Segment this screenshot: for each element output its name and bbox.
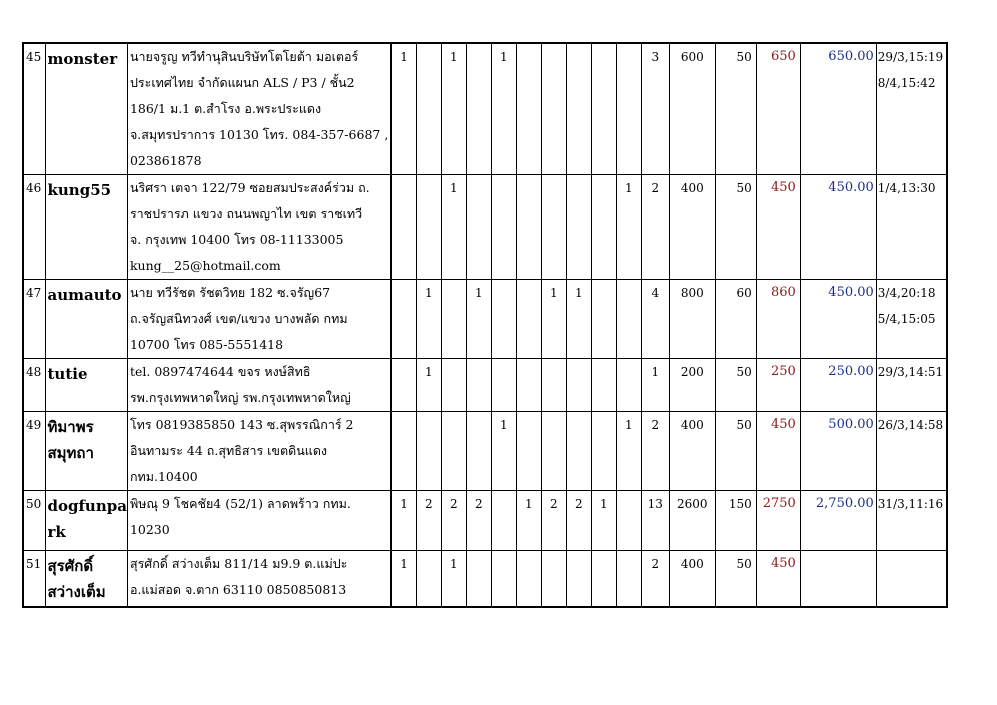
item-count-cell bbox=[616, 280, 641, 359]
item-count-cell bbox=[391, 359, 416, 412]
item-count-cell bbox=[616, 551, 641, 607]
address-line: tel. 0897474644 ขจร หงษ์สิทธิ bbox=[129, 364, 311, 379]
item-count-cell bbox=[591, 551, 616, 607]
address-line: อ.แม่สอด จ.ตาก 63110 0850850813 bbox=[129, 582, 347, 597]
amount-cell: 400 bbox=[669, 412, 715, 491]
payment-dates bbox=[876, 551, 947, 607]
item-count-cell bbox=[591, 280, 616, 359]
item-count-cell: 1 bbox=[391, 491, 416, 551]
quantity-cell: 2 bbox=[641, 551, 669, 607]
item-count-cell bbox=[491, 175, 516, 280]
item-count-cell bbox=[441, 280, 466, 359]
shipping-cell: 50 bbox=[715, 551, 756, 607]
customer-address bbox=[127, 359, 391, 412]
item-count-cell: 1 bbox=[541, 280, 566, 359]
shipping-cell: 50 bbox=[715, 175, 756, 280]
item-count-cell bbox=[591, 43, 616, 175]
item-count-cell bbox=[566, 43, 591, 175]
item-count-cell bbox=[566, 412, 591, 491]
address-line: รพ.กรุงเทพหาดใหญ่ รพ.กรุงเทพหาดใหญ่ bbox=[129, 390, 351, 405]
table-row bbox=[23, 280, 947, 359]
item-count-cell bbox=[616, 491, 641, 551]
payment-dates bbox=[876, 359, 947, 412]
item-count-cell bbox=[466, 43, 491, 175]
item-count-cell: 1 bbox=[591, 491, 616, 551]
payment-date: 26/3,14:58 bbox=[877, 418, 944, 432]
item-count-cell: 1 bbox=[516, 491, 541, 551]
item-count-cell bbox=[416, 412, 441, 491]
item-count-cell bbox=[591, 412, 616, 491]
payment-date: 29/3,14:51 bbox=[877, 365, 944, 379]
customer-name-line: dogfunpa bbox=[47, 497, 127, 515]
quantity-cell: 2 bbox=[641, 412, 669, 491]
payment-date: 1/4,13:30 bbox=[877, 181, 936, 195]
row-number: 46 bbox=[23, 175, 45, 280]
customer-name bbox=[45, 412, 127, 491]
payment-date: 3/4,20:18 bbox=[877, 286, 936, 300]
item-count-cell: 2 bbox=[441, 491, 466, 551]
customer-name-line: kung55 bbox=[47, 181, 112, 199]
table-row bbox=[23, 175, 947, 280]
item-count-cell: 1 bbox=[416, 359, 441, 412]
item-count-cell: 2 bbox=[566, 491, 591, 551]
amount-cell: 400 bbox=[669, 175, 715, 280]
item-count-cell: 2 bbox=[416, 491, 441, 551]
paid-cell: 650.00 bbox=[800, 43, 876, 175]
orders-table bbox=[22, 42, 948, 608]
table-row bbox=[23, 491, 947, 551]
row-number: 49 bbox=[23, 412, 45, 491]
customer-name bbox=[45, 359, 127, 412]
item-count-cell bbox=[541, 43, 566, 175]
item-count-cell bbox=[491, 551, 516, 607]
payment-dates bbox=[876, 43, 947, 175]
customer-address bbox=[127, 412, 391, 491]
quantity-cell: 1 bbox=[641, 359, 669, 412]
item-count-cell bbox=[516, 551, 541, 607]
payment-date: 5/4,15:05 bbox=[877, 312, 936, 326]
paid-cell bbox=[800, 551, 876, 607]
item-count-cell: 2 bbox=[541, 491, 566, 551]
address-line: อินทามระ 44 ถ.สุทธิสาร เขตดินแดง bbox=[129, 443, 328, 458]
address-line: จ.สมุทรปราการ 10130 โทร. 084-357-6687 , bbox=[129, 127, 389, 142]
item-count-cell bbox=[516, 359, 541, 412]
item-count-cell: 1 bbox=[616, 412, 641, 491]
item-count-cell: 2 bbox=[466, 491, 491, 551]
address-line: นริศรา เตจา 122/79 ซอยสมประสงค์ร่วม ถ. bbox=[129, 180, 370, 195]
customer-address bbox=[127, 43, 391, 175]
shipping-cell: 50 bbox=[715, 412, 756, 491]
customer-name-line: สมุทถา bbox=[47, 444, 94, 462]
total-cell: 450 bbox=[756, 551, 800, 607]
paid-cell: 450.00 bbox=[800, 280, 876, 359]
customer-address bbox=[127, 175, 391, 280]
amount-cell: 800 bbox=[669, 280, 715, 359]
payment-date: 29/3,15:19 bbox=[877, 50, 944, 64]
customer-name bbox=[45, 491, 127, 551]
item-count-cell bbox=[566, 175, 591, 280]
item-count-cell bbox=[516, 175, 541, 280]
shipping-cell: 50 bbox=[715, 43, 756, 175]
item-count-cell: 1 bbox=[441, 551, 466, 607]
customer-name bbox=[45, 280, 127, 359]
item-count-cell bbox=[566, 359, 591, 412]
item-count-cell bbox=[541, 551, 566, 607]
item-count-cell bbox=[466, 359, 491, 412]
table-row bbox=[23, 43, 947, 175]
total-cell: 650 bbox=[756, 43, 800, 175]
item-count-cell: 1 bbox=[391, 43, 416, 175]
total-cell: 450 bbox=[756, 412, 800, 491]
item-count-cell bbox=[416, 551, 441, 607]
quantity-cell: 4 bbox=[641, 280, 669, 359]
customer-name bbox=[45, 43, 127, 175]
item-count-cell bbox=[591, 359, 616, 412]
item-count-cell bbox=[541, 175, 566, 280]
item-count-cell bbox=[466, 551, 491, 607]
shipping-cell: 60 bbox=[715, 280, 756, 359]
address-line: โทร 0819385850 143 ซ.สุพรรณิการ์ 2 bbox=[129, 417, 354, 432]
table-row bbox=[23, 551, 947, 607]
customer-name bbox=[45, 551, 127, 607]
customer-name-line: tutie bbox=[47, 365, 88, 383]
address-line: ราชปรารภ แขวง ถนนพญาไท เขต ราชเทวี bbox=[129, 206, 363, 221]
item-count-cell bbox=[616, 359, 641, 412]
customer-address bbox=[127, 491, 391, 551]
address-line: kung__25@hotmail.com bbox=[129, 258, 281, 273]
item-count-cell bbox=[591, 175, 616, 280]
item-count-cell bbox=[541, 359, 566, 412]
item-count-cell: 1 bbox=[466, 280, 491, 359]
address-line: นาย ทวีรัชต รัชตวิทย 182 ซ.จรัญ67 bbox=[129, 285, 331, 300]
paid-cell: 250.00 bbox=[800, 359, 876, 412]
amount-cell: 200 bbox=[669, 359, 715, 412]
address-line: 023861878 bbox=[129, 153, 202, 168]
paid-cell: 500.00 bbox=[800, 412, 876, 491]
item-count-cell bbox=[491, 491, 516, 551]
customer-name-line: aumauto bbox=[47, 286, 122, 304]
address-line: กทม.10400 bbox=[129, 469, 198, 484]
table-row bbox=[23, 359, 947, 412]
item-count-cell bbox=[566, 551, 591, 607]
customer-address bbox=[127, 551, 391, 607]
item-count-cell: 1 bbox=[391, 551, 416, 607]
address-line: ประเทศไทย จำกัดแผนก ALS / P3 / ชั้น2 bbox=[129, 75, 355, 90]
address-line: 186/1 ม.1 ต.สำโรง อ.พระประแดง bbox=[129, 101, 322, 116]
total-cell: 450 bbox=[756, 175, 800, 280]
total-cell: 2750 bbox=[756, 491, 800, 551]
item-count-cell: 1 bbox=[441, 43, 466, 175]
item-count-cell bbox=[616, 43, 641, 175]
item-count-cell bbox=[391, 280, 416, 359]
payment-dates bbox=[876, 280, 947, 359]
payment-dates bbox=[876, 175, 947, 280]
row-number: 45 bbox=[23, 43, 45, 175]
table-row bbox=[23, 412, 947, 491]
item-count-cell: 1 bbox=[491, 412, 516, 491]
address-line: นายจรูญ ทวีทำนุสินบริษัทโตโยต้า มอเตอร์ bbox=[129, 49, 359, 64]
quantity-cell: 3 bbox=[641, 43, 669, 175]
customer-name-line: rk bbox=[47, 523, 66, 541]
item-count-cell: 1 bbox=[616, 175, 641, 280]
item-count-cell: 1 bbox=[566, 280, 591, 359]
payment-date: 31/3,11:16 bbox=[877, 497, 944, 511]
shipping-cell: 150 bbox=[715, 491, 756, 551]
item-count-cell bbox=[516, 412, 541, 491]
customer-name bbox=[45, 175, 127, 280]
item-count-cell bbox=[541, 412, 566, 491]
item-count-cell bbox=[516, 280, 541, 359]
amount-cell: 600 bbox=[669, 43, 715, 175]
quantity-cell: 13 bbox=[641, 491, 669, 551]
item-count-cell bbox=[441, 412, 466, 491]
item-count-cell bbox=[416, 43, 441, 175]
amount-cell: 400 bbox=[669, 551, 715, 607]
item-count-cell bbox=[391, 175, 416, 280]
quantity-cell: 2 bbox=[641, 175, 669, 280]
row-number: 50 bbox=[23, 491, 45, 551]
address-line: พิษณุ 9 โชคชัย4 (52/1) ลาดพร้าว กทม. bbox=[129, 496, 351, 511]
item-count-cell bbox=[491, 280, 516, 359]
payment-date: 8/4,15:42 bbox=[877, 76, 936, 90]
address-line: สุรศักดิ์ สว่างเต็ม 811/14 ม9.9 ต.แม่ปะ bbox=[129, 556, 348, 571]
paid-cell: 2,750.00 bbox=[800, 491, 876, 551]
total-cell: 250 bbox=[756, 359, 800, 412]
payment-dates bbox=[876, 491, 947, 551]
item-count-cell bbox=[416, 175, 441, 280]
shipping-cell: 50 bbox=[715, 359, 756, 412]
customer-name-line: ทิมาพร bbox=[47, 418, 94, 436]
item-count-cell bbox=[516, 43, 541, 175]
row-number: 48 bbox=[23, 359, 45, 412]
item-count-cell bbox=[441, 359, 466, 412]
address-line: จ. กรุงเทพ 10400 โทร 08-11133005 bbox=[129, 232, 344, 247]
payment-dates bbox=[876, 412, 947, 491]
item-count-cell bbox=[391, 412, 416, 491]
item-count-cell: 1 bbox=[491, 43, 516, 175]
customer-name-line: สุรศักดิ์ bbox=[47, 557, 94, 575]
total-cell: 860 bbox=[756, 280, 800, 359]
row-number: 51 bbox=[23, 551, 45, 607]
row-number: 47 bbox=[23, 280, 45, 359]
amount-cell: 2600 bbox=[669, 491, 715, 551]
item-count-cell bbox=[466, 175, 491, 280]
item-count-cell bbox=[491, 359, 516, 412]
customer-name-line: monster bbox=[47, 50, 118, 68]
item-count-cell bbox=[466, 412, 491, 491]
customer-name-line: สว่างเต็ม bbox=[47, 583, 106, 601]
address-line: ถ.จรัญสนิทวงศ์ เขต/แขวง บางพลัด กทม bbox=[129, 311, 348, 326]
address-line: 10700 โทร 085-5551418 bbox=[129, 337, 284, 352]
paid-cell: 450.00 bbox=[800, 175, 876, 280]
item-count-cell: 1 bbox=[441, 175, 466, 280]
customer-address bbox=[127, 280, 391, 359]
address-line: 10230 bbox=[129, 522, 170, 537]
item-count-cell: 1 bbox=[416, 280, 441, 359]
